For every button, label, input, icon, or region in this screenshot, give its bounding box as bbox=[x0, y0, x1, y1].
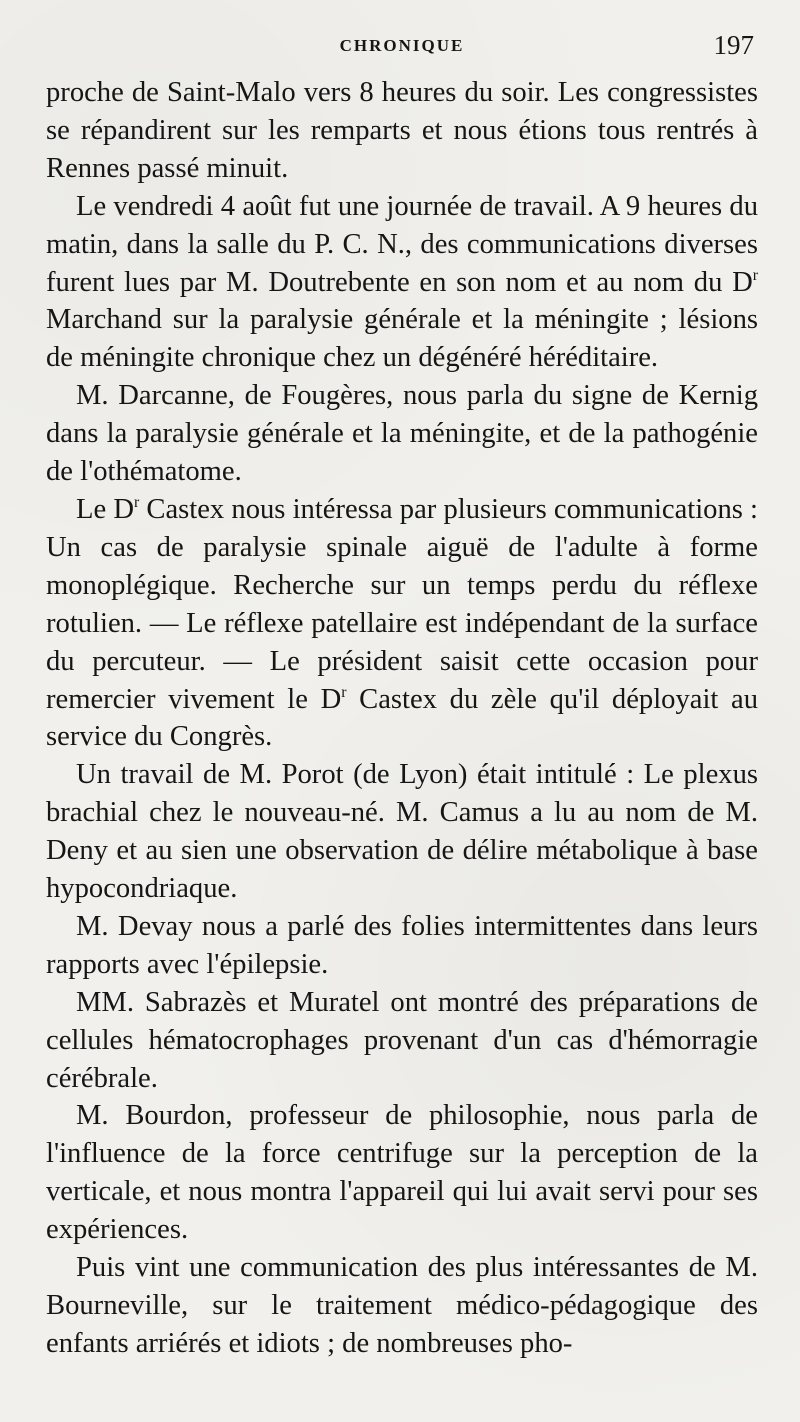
superscript-r: r bbox=[752, 266, 758, 284]
paragraph-text: Le D bbox=[76, 493, 134, 525]
superscript-r: r bbox=[133, 493, 140, 511]
paragraph-6 bbox=[46, 908, 758, 984]
paragraph-text: MM. Sabrazès et Muratel ont montré des préparations de cellules hématocrophages provenant d'un cas d'hémorragie cérébrale. bbox=[46, 986, 758, 1094]
superscript-r: r bbox=[341, 683, 347, 701]
paragraph-text: Un travail de M. Porot (de Lyon) était intitulé : Le plexus brachial chez le nouveau-né. M. Camus a lu au nom de M. Deny et au sien une observation de délire métabolique à base hypocondriaque. bbox=[46, 759, 758, 905]
paragraph-text: Le vendredi 4 août fut une journée de travail. A 9 heures du matin, dans la salle du P. C. N., des communications diverses furent lues par M. Doutrebente en son nom et au nom du D bbox=[46, 190, 758, 298]
paragraph-text: Castex du zèle qu'il déployait au service du Congrès. bbox=[46, 683, 758, 753]
paragraph-8 bbox=[46, 1097, 758, 1249]
body-text bbox=[46, 74, 758, 1363]
paragraph-text: M. Devay nous a parlé des folies intermittentes dans leurs rapports avec l'épilepsie. bbox=[46, 910, 758, 980]
paragraph-3 bbox=[46, 377, 758, 491]
running-title: CHRONIQUE bbox=[339, 36, 465, 55]
paragraph-text: Castex nous intéressa par plusieurs communications : Un cas de paralysie spinale aiguë de l'adulte à forme monoplégique. Recherche sur un temps perdu du réflexe rotulien. — Le réflexe patellaire est indépendant de la surface du percuteur. — Le président saisit cette occasion pour remercier vivement le D bbox=[46, 493, 758, 715]
paragraph-7 bbox=[46, 984, 758, 1098]
paragraph-2 bbox=[46, 188, 758, 378]
page-number: 197 bbox=[713, 30, 754, 60]
running-header bbox=[46, 30, 758, 70]
paragraph-text: Marchand sur la paralysie générale et la méningite ; lésions de méningite chronique chez un dégénéré héréditaire. bbox=[46, 304, 758, 374]
paragraph-1 bbox=[46, 74, 758, 188]
paragraph-text: M. Darcanne, de Fougères, nous parla du signe de Kernig dans la paralysie générale et la méningite, et de la pathogénie de l'othématome. bbox=[46, 380, 758, 488]
paragraph-4 bbox=[46, 491, 758, 756]
paragraph-9 bbox=[46, 1249, 758, 1363]
paragraph-text: M. Bourdon, professeur de philosophie, nous parla de l'influence de la force centrifuge sur la perception de la verticale, et nous montra l'appareil qui lui avait servi pour ses expériences. bbox=[46, 1100, 758, 1246]
paragraph-5 bbox=[46, 756, 758, 908]
paragraph-text: proche de Saint-Malo vers 8 heures du soir. Les congressistes se répandirent sur les remparts et nous étions tous rentrés à Rennes passé minuit. bbox=[46, 77, 758, 184]
paragraph-text: Puis vint une communication des plus intéressantes de M. Bourneville, sur le traitement médico-pédagogique des enfants arriérés et idiots ; de nombreuses pho- bbox=[46, 1252, 758, 1359]
